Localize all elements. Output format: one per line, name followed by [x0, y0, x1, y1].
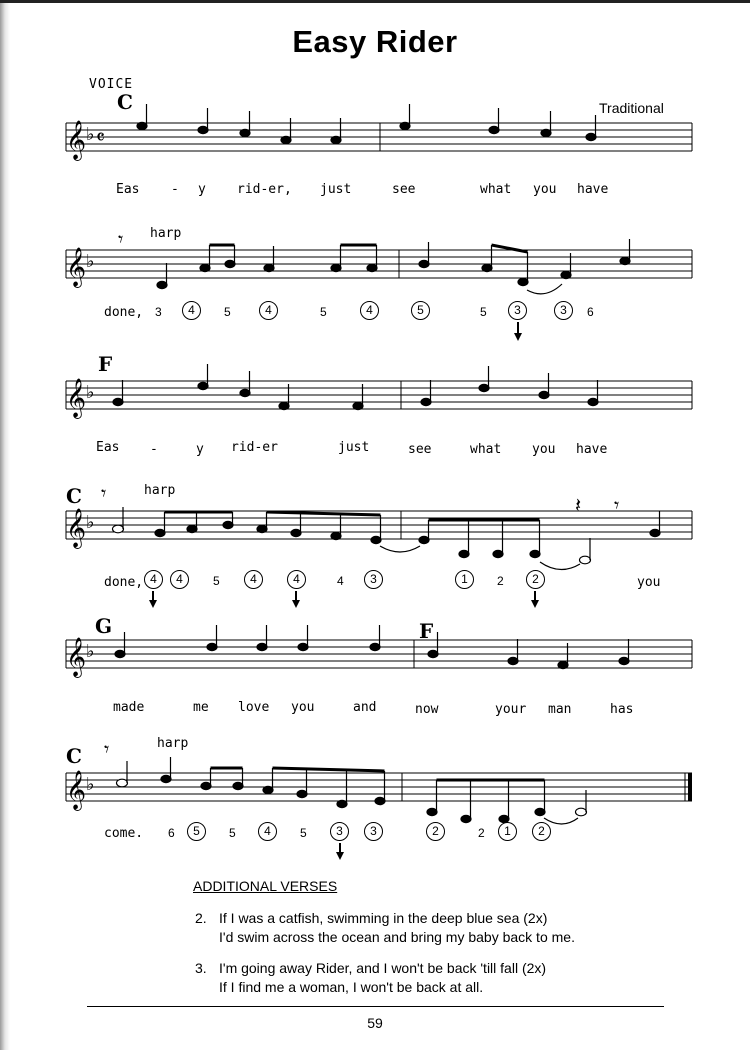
harp-hole: 3 [155, 305, 162, 319]
verse-line: I'm going away Rider, and I won't be back 'till fall (2x) [219, 960, 547, 976]
harp-hole-blow: 1 [455, 570, 474, 589]
lyric-syllable: rid-er [231, 440, 278, 455]
footer-rule [87, 1006, 664, 1007]
lyric-syllable: done, [104, 575, 144, 590]
harp-hole-draw: 3 [508, 301, 527, 320]
treble-clef: 𝄞 [66, 120, 87, 160]
harp-hole-blow: 4 [360, 301, 379, 320]
harp-label: harp [144, 483, 176, 498]
lyric-syllable: done, [104, 305, 144, 320]
harp-hole: 6 [168, 826, 175, 840]
lyric-syllable: and [353, 700, 377, 715]
lyric-syllable: Eas [116, 182, 140, 197]
lyric-syllable: what [480, 182, 512, 197]
harp-hole-blow: 4 [258, 822, 277, 841]
additional-verses-heading: ADDITIONAL VERSES [193, 878, 338, 894]
lyric-syllable: your [495, 702, 527, 717]
lyric-syllable: me [193, 700, 209, 715]
treble-clef: 𝄞 [66, 508, 87, 548]
flat-sign: ♭ [86, 641, 95, 662]
harp-hole-blow: 4 [259, 301, 278, 320]
eighth-rest: 𝄾 [104, 737, 110, 761]
chord-symbol: F [98, 352, 113, 376]
harp-hole: 6 [587, 305, 594, 319]
harp-hole: 5 [229, 826, 236, 840]
lyric-syllable: have [576, 442, 608, 457]
verse-number: 2. [195, 910, 207, 926]
verse-line: If I find me a woman, I won't be back at all. [219, 979, 484, 995]
flat-sign: ♭ [86, 251, 95, 272]
harp-hole: 5 [320, 305, 327, 319]
harp-hole-blow: 2 [532, 822, 551, 841]
chord-symbol: C [117, 90, 133, 114]
lyric-syllable: come. [104, 826, 144, 841]
harp-hole-draw: 3 [330, 822, 349, 841]
eighth-rest: 𝄾 [118, 227, 124, 251]
harp-hole: 4 [337, 574, 344, 588]
voice-label: VOICE [89, 77, 134, 92]
harp-hole-blow: 4 [182, 301, 201, 320]
draw-arrow-icon [336, 852, 344, 860]
lyric-syllable: see [392, 182, 416, 197]
lyric-syllable: just [338, 440, 370, 455]
flat-sign: ♭ [86, 124, 95, 145]
harp-label: harp [157, 736, 189, 751]
harp-hole-blow: 4 [170, 570, 189, 589]
harp-hole-blow: 2 [426, 822, 445, 841]
harp-hole: 5 [213, 574, 220, 588]
lyric-syllable: you [291, 700, 315, 715]
flat-sign: ♭ [86, 774, 95, 795]
harp-hole-blow: 3 [554, 301, 573, 320]
staff-6 [66, 773, 692, 801]
staff-2 [66, 250, 692, 278]
harp-hole: 5 [224, 305, 231, 319]
quarter-rest: 𝄽 [575, 493, 582, 517]
harp-hole: 5 [300, 826, 307, 840]
eighth-rest: 𝄾 [101, 481, 107, 505]
verse-line: If I was a catfish, swimming in the deep blue sea (2x) [219, 910, 548, 926]
lyric-syllable: y [198, 182, 206, 197]
lyric-syllable: y [196, 442, 204, 457]
lyric-syllable: - [171, 182, 179, 197]
lyric-syllable: love [238, 700, 270, 715]
chord-symbol: C [66, 744, 82, 768]
page-number: 59 [367, 1015, 383, 1031]
chord-symbol: F [419, 619, 434, 643]
song-title: Easy Rider [292, 24, 458, 59]
harp-hole: 2 [478, 826, 485, 840]
harp-hole-blow: 1 [498, 822, 517, 841]
harp-hole: 2 [497, 574, 504, 588]
harp-hole-blow: 4 [244, 570, 263, 589]
harp-hole-blow: 5 [411, 301, 430, 320]
lyric-syllable: Eas [96, 440, 120, 455]
lyric-syllable: you [532, 442, 556, 457]
draw-arrow-icon [514, 333, 522, 341]
treble-clef: 𝄞 [66, 247, 87, 287]
harp-hole-blow: 5 [187, 822, 206, 841]
final-barline [688, 773, 692, 801]
lyric-syllable: rid-er, [237, 182, 292, 197]
draw-arrow-icon [531, 600, 539, 608]
lyric-syllable: made [113, 700, 145, 715]
harp-hole-draw: 4 [287, 570, 306, 589]
harp-hole-draw: 2 [526, 570, 545, 589]
credit-label: Traditional [599, 100, 664, 116]
lyric-syllable: has [610, 702, 634, 717]
eighth-rest: 𝄾 [614, 493, 620, 517]
treble-clef: 𝄞 [66, 770, 87, 810]
harp-label: harp [150, 226, 182, 241]
harp-hole-draw: 4 [144, 570, 163, 589]
draw-arrow-icon [149, 600, 157, 608]
flat-sign: ♭ [86, 512, 95, 533]
lyric-syllable: - [150, 442, 158, 457]
treble-clef: 𝄞 [66, 378, 87, 418]
lyric-syllable: just [320, 182, 352, 197]
lyric-syllable: what [470, 442, 502, 457]
lyric-syllable: now [415, 702, 439, 717]
lyric-syllable: have [577, 182, 609, 197]
flat-sign: ♭ [86, 382, 95, 403]
lyric-syllable: see [408, 442, 432, 457]
lyric-syllable: you [533, 182, 557, 197]
common-time-sign: 𝄴 [96, 125, 105, 149]
note-head [137, 122, 147, 129]
staff-1 [66, 123, 692, 151]
harp-hole-blow: 3 [364, 822, 383, 841]
verse-number: 3. [195, 960, 207, 976]
chord-symbol: G [95, 614, 113, 638]
lyric-syllable: man [548, 702, 572, 717]
treble-clef: 𝄞 [66, 637, 87, 677]
lyric-syllable: you [637, 575, 661, 590]
harp-hole-blow: 3 [364, 570, 383, 589]
verse-line: I'd swim across the ocean and bring my baby back to me. [219, 929, 575, 945]
harp-hole: 5 [480, 305, 487, 319]
chord-symbol: C [66, 484, 82, 508]
draw-arrow-icon [292, 600, 300, 608]
